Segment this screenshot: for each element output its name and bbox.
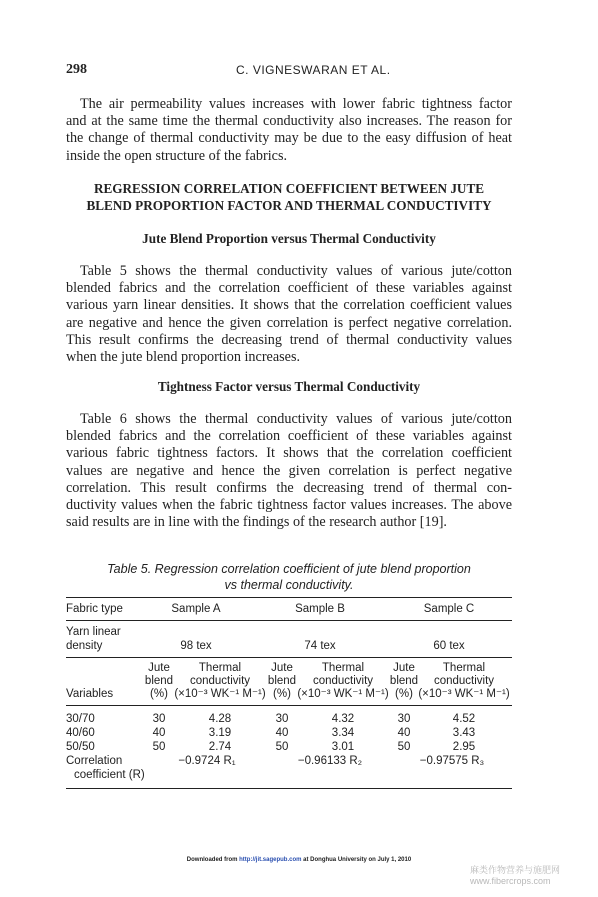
cell-c-jute: 40 [397, 727, 411, 739]
jute-head: blend [389, 675, 419, 687]
cell-a-tc: 3.19 [208, 727, 232, 739]
cell-b-tc: 4.32 [331, 713, 355, 725]
section-heading-line: REGRESSION CORRELATION COEFFICIENT BETWEEN JUTE [93, 181, 485, 196]
thermal-head: Thermal [442, 662, 486, 674]
cell-b-jute: 30 [275, 713, 289, 725]
table-rule [66, 597, 512, 598]
footer-prefix: Downloaded from [186, 857, 240, 863]
watermark-line: www.fibercrops.com [470, 876, 551, 886]
table-caption-line: vs thermal conductivity. [224, 578, 354, 592]
text-line: correlation. This result confirms the decreasing trend of thermal con- [66, 479, 512, 496]
subsection-title-jute-blend: Jute Blend Proportion versus Thermal Conductivity [142, 231, 436, 246]
thermal-head: conductivity [312, 675, 374, 687]
table-rule [66, 620, 512, 621]
cell-c-tc: 4.52 [452, 713, 476, 725]
footer-link[interactable]: http://jit.sagepub.com [239, 857, 302, 863]
jute-head: Jute [393, 662, 415, 674]
jute-head: Jute [271, 662, 293, 674]
jute-head: (%) [150, 688, 168, 700]
table-rule [66, 657, 512, 658]
section-heading-line: BLEND PROPORTION FACTOR AND THERMAL CONDUCTIVITY [86, 198, 492, 213]
yarn-value-b: 74 tex [304, 640, 336, 652]
variables-label: Variables [66, 688, 114, 700]
header-sample-a: Sample A [171, 603, 221, 615]
table-rule [66, 788, 512, 789]
table-caption [66, 561, 512, 593]
cell-c-jute: 30 [397, 713, 411, 725]
cell-c-tc: 2.95 [452, 741, 476, 753]
thermal-head: (×10⁻³ WK⁻¹ M⁻¹) [418, 688, 510, 700]
correlation-label: coefficient (R) [74, 769, 145, 781]
jute-head: Jute [148, 662, 170, 674]
text-line: when the jute blend proportion increases. [66, 349, 301, 366]
yarn-value-a: 98 tex [180, 640, 212, 652]
download-footer [0, 857, 598, 863]
cell-a-jute: 50 [152, 741, 166, 753]
text-line: This result confirms the decreasing trend of thermal conductivity values [66, 331, 512, 348]
row-label: 30/70 [66, 713, 95, 725]
page-header [66, 62, 512, 80]
cell-b-tc: 3.34 [331, 727, 355, 739]
text-line: are negative and hence the given correlation is perfect negative correlation. [66, 314, 512, 331]
thermal-head: Thermal [198, 662, 242, 674]
subsection-title-tightness: Tightness Factor versus Thermal Conductivity [157, 379, 421, 394]
header-sample-c: Sample C [423, 603, 475, 615]
paragraph-air-permeability [66, 96, 512, 165]
jute-head: (%) [273, 688, 291, 700]
jute-head: blend [144, 675, 174, 687]
section-heading [66, 180, 512, 214]
thermal-head: conductivity [189, 675, 251, 687]
page-number: 298 [66, 62, 87, 77]
cell-c-jute: 50 [397, 741, 411, 753]
text-line: Table 6 shows the thermal conductivity values of various jute/cotton [80, 411, 512, 427]
yarn-label: density [66, 640, 103, 652]
cell-c-tc: 3.43 [452, 727, 476, 739]
header-fabric-type: Fabric type [66, 603, 123, 615]
table-caption-line: Table 5. Regression correlation coefficient of jute blend proportion [107, 562, 471, 576]
cell-b-tc: 3.01 [331, 741, 355, 753]
thermal-head: (×10⁻³ WK⁻¹ M⁻¹) [174, 688, 266, 700]
row-label: 50/50 [66, 741, 95, 753]
text-line: values are negative and hence the given correlation is perfect negative [66, 462, 512, 479]
correlation-value-b: −0.96133 R₂ [297, 755, 363, 767]
jute-head: (%) [395, 688, 413, 700]
thermal-head: (×10⁻³ WK⁻¹ M⁻¹) [297, 688, 389, 700]
thermal-head: Thermal [321, 662, 365, 674]
cell-a-tc: 4.28 [208, 713, 232, 725]
text-line: various yarn linear densities. It shows that the correlation coefficient values [66, 297, 512, 314]
correlation-value-c: −0.97575 R₃ [419, 755, 485, 767]
watermark-line: 麻类作物营养与施肥网 [470, 865, 561, 875]
cell-a-jute: 40 [152, 727, 166, 739]
watermark [470, 865, 598, 887]
text-line: Table 5 shows the thermal conductivity values of various jute/cotton [80, 263, 512, 279]
paragraph-table5 [66, 263, 512, 366]
header-sample-b: Sample B [295, 603, 345, 615]
text-line: inside the open structure of the fabrics. [66, 147, 288, 164]
paragraph-table6 [66, 411, 512, 531]
thermal-head: conductivity [433, 675, 495, 687]
correlation-label: Correlation [66, 755, 123, 767]
text-line: blended fabrics and the correlation coefficient of these variables against [66, 428, 512, 445]
correlation-value-a: −0.9724 R₁ [178, 755, 236, 767]
cell-a-tc: 2.74 [208, 741, 232, 753]
running-head: C. VIGNESWARAN ET AL. [236, 63, 391, 77]
table-rule [66, 705, 512, 706]
text-line: The air permeability values increases with lower fabric tightness factor [80, 96, 512, 112]
cell-b-jute: 40 [275, 727, 289, 739]
text-line: blended fabrics and the correlation coefficient of these variables against [66, 280, 512, 297]
footer-suffix: at Donghua University on July 1, 2010 [301, 857, 412, 863]
text-line: ductivity values when the fabric tightness factor values increases. The above [66, 497, 512, 514]
row-label: 40/60 [66, 727, 95, 739]
cell-a-jute: 30 [152, 713, 166, 725]
text-line: various fabric tightness factors. It shows that the correlation coefficient [66, 445, 512, 462]
jute-head: blend [267, 675, 297, 687]
cell-b-jute: 50 [275, 741, 289, 753]
text-line: and at the same time the thermal conductivity also increases. The reason for [66, 113, 512, 130]
text-line: the change of thermal conductivity may be due to the easy diffusion of heat [66, 130, 512, 147]
yarn-value-c: 60 tex [433, 640, 465, 652]
text-line: said results are in line with the findings of the research author [19]. [66, 514, 447, 531]
yarn-label: Yarn linear [66, 626, 121, 638]
